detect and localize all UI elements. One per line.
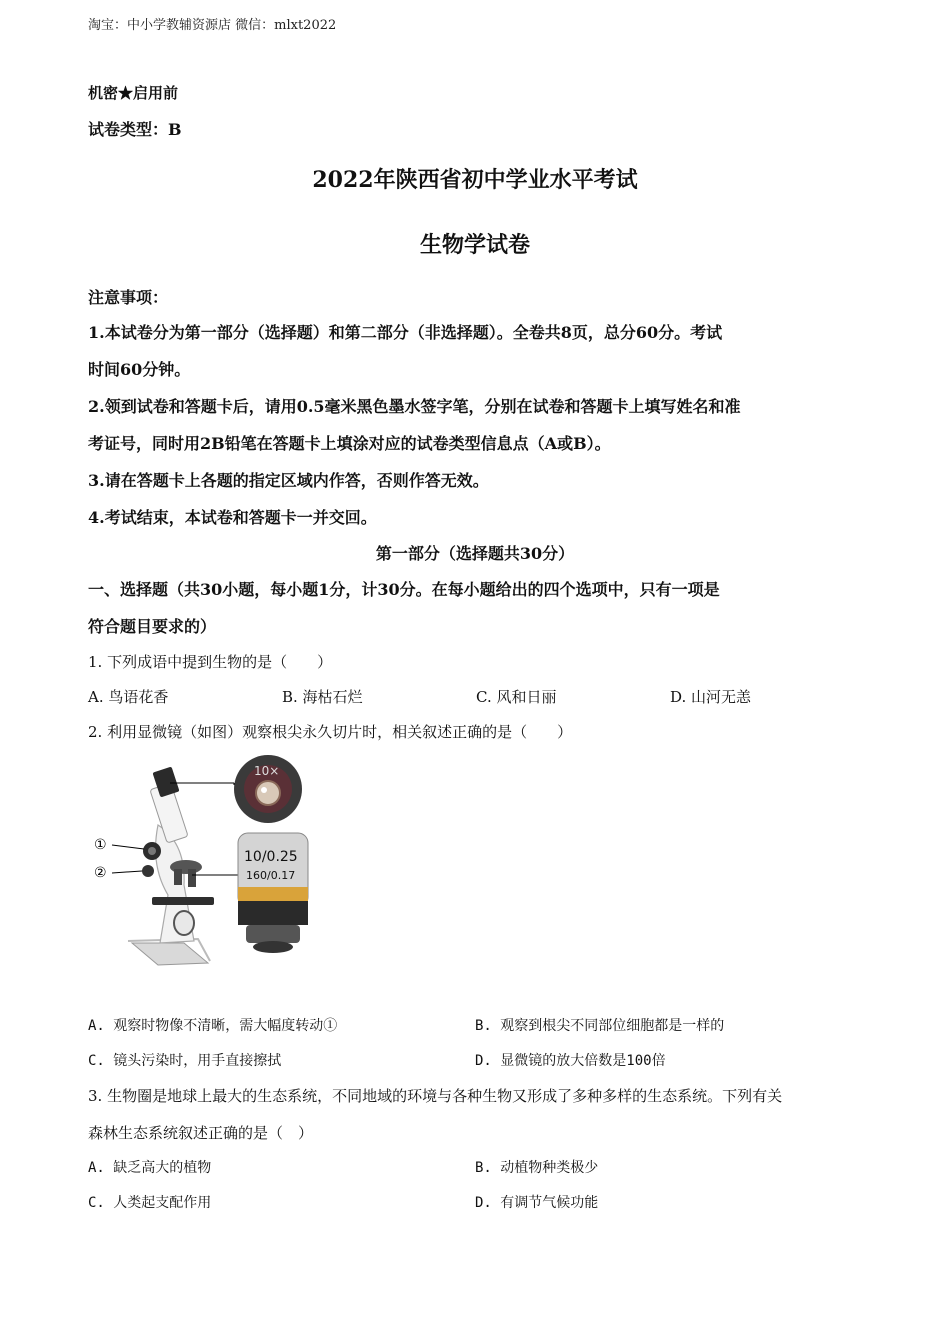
note-1-line-2: 时间60分钟。 (88, 360, 191, 379)
notes-heading: 注意事项： (88, 288, 169, 307)
header-shop-text: 淘宝：中小学教辅资源店 微信：mlxt2022 (88, 18, 337, 33)
question-2-stem: 2. 利用显微镜（如图）观察根尖永久切片时，相关叙述正确的是（ ） (88, 723, 573, 741)
question-1-stem: 1. 下列成语中提到生物的是（ ） (88, 653, 333, 671)
page-title: 2022年陕西省初中学业水平考试 (312, 167, 638, 193)
question-1-option-c: C. 风和日丽 (476, 688, 557, 706)
question-3-stem-line-1: 3. 生物圈是地球上最大的生态系统，不同地域的环境与各种生物又形成了多种多样的生态系统。下列有关 (88, 1087, 783, 1105)
question-1-option-b: B. 海枯石烂 (282, 688, 363, 706)
mirror (174, 911, 194, 935)
marker-2: ② (94, 865, 107, 881)
microscope-figure (88, 755, 320, 975)
microscope-base (132, 943, 208, 965)
stage (152, 897, 214, 905)
part1-instruction-line-1: 一、选择题（共30小题，每小题1分，计30分。在每小题给出的四个选项中，只有一项是 (88, 580, 720, 599)
question-2-option-d: D. 显微镜的放大倍数是100倍 (475, 1053, 666, 1069)
objective-closeup (238, 833, 308, 953)
question-2-option-b: B. 观察到根尖不同部位细胞都是一样的 (475, 1018, 725, 1034)
note-2-line-1: 2.领到试卷和答题卡后，请用0.5毫米黑色墨水签字笔，分别在试卷和答题卡上填写姓名和准 (88, 397, 741, 416)
question-3-option-b: B. 动植物种类极少 (475, 1160, 599, 1176)
marker-1: ① (94, 837, 107, 853)
question-1-option-d: D. 山河无恙 (670, 688, 752, 706)
objective-label-line-2: 160/0.17 (246, 869, 296, 882)
note-4: 4.考试结束，本试卷和答题卡一并交回。 (88, 508, 377, 527)
question-1-option-a: A. 鸟语花香 (88, 688, 169, 706)
note-3: 3.请在答题卡上各题的指定区域内作答，否则作答无效。 (88, 471, 489, 490)
question-3-stem-line-2: 森林生态系统叙述正确的是（ ） (88, 1124, 314, 1142)
note-2-line-2: 考证号，同时用2B铅笔在答题卡上填涂对应的试卷类型信息点（A或B）。 (88, 434, 611, 453)
part1-instruction-line-2: 符合题目要求的） (88, 617, 217, 636)
fine-focus-knob (142, 865, 154, 877)
question-2-option-a: A. 观察时物像不清晰，需大幅度转动① (88, 1018, 338, 1034)
eyepiece-magnification: 10× (254, 764, 280, 778)
page-subtitle: 生物学试卷 (419, 232, 530, 258)
objective-label-line-1: 10/0.25 (244, 849, 298, 865)
question-3-option-d: D. 有调节气候功能 (475, 1195, 599, 1211)
part1-heading: 第一部分（选择题共30分） (375, 544, 575, 563)
note-1-line-1: 1.本试卷分为第一部分（选择题）和第二部分（非选择题）。全卷共8页，总分60分。考试 (88, 323, 723, 342)
question-3-option-c: C. 人类起支配作用 (88, 1195, 212, 1211)
question-2-option-c: C. 镜头污染时，用手直接擦拭 (88, 1053, 282, 1069)
confidential-label: 机密★启用前 (88, 84, 179, 102)
paper-type: 试卷类型：B (88, 120, 182, 139)
question-3-option-a: A. 缺乏高大的植物 (88, 1160, 212, 1176)
